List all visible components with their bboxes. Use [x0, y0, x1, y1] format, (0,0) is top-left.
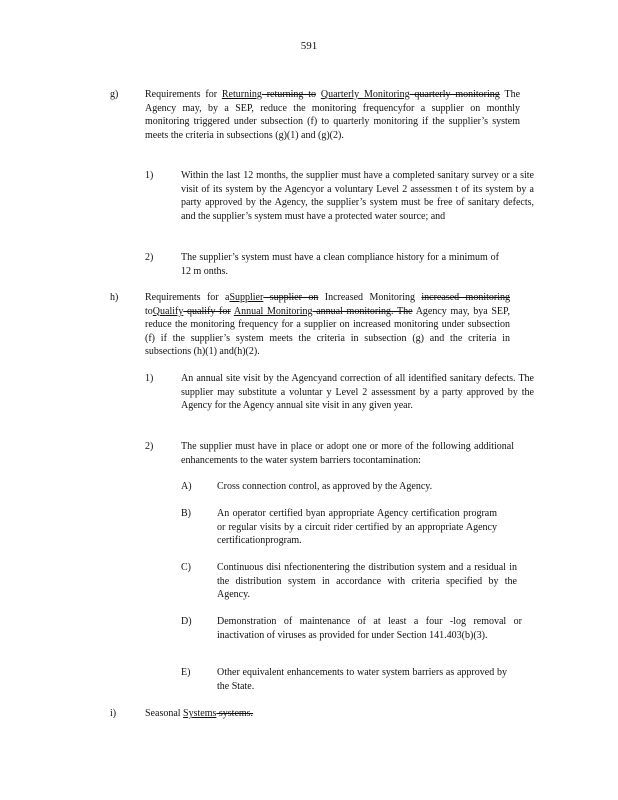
item-g1-text: Within the last 12 months, the supplier must have a completed sanitary survey or a site visit of its system by the Agencyor a voluntary Level 2 assessmen t of its system by a party approved by the Agency, the supplier’s system must be free of sanitary defects, and the supplier’s system must have a protected water source; and: [181, 170, 534, 222]
item-h2-text: The supplier must have in place or adopt one or more of the following additional enhancements to the water system barriers tocontamination:: [181, 441, 514, 466]
subitem-c-text: Continuous disi nfectionentering the distribution system and a residual in the distribution system in accordance with criteria specified by the Agency.: [217, 562, 517, 601]
subitem-c-label: C): [181, 562, 191, 573]
section-i-label: i): [110, 708, 117, 719]
section-h-label: h): [110, 292, 119, 303]
item-h2-label: 2): [145, 441, 154, 452]
item-g2-label: 2): [145, 252, 154, 263]
subitem-e-text: Other equivalent enhancements to water system barriers as approved by the State.: [217, 667, 507, 692]
subitem-b-label: B): [181, 508, 191, 519]
item-g1-label: 1): [145, 170, 154, 181]
section-g-label: g): [110, 89, 119, 100]
subitem-a-text: Cross connection control, as approved by the Agency.: [217, 481, 433, 492]
subitem-e-label: E): [181, 667, 191, 678]
section-i-text: Seasonal Systems systems.: [145, 708, 254, 719]
item-h1-label: 1): [145, 373, 154, 384]
subitem-d-label: D): [181, 616, 192, 627]
page-number: 591: [300, 40, 318, 52]
item-h1-text: An annual site visit by the Agencyand correction of all identified sanitary defects. The supplier may substitute a voluntar y Level 2 assessment by a party approved by the Agency for the Agency annual site visit in any given year.: [181, 373, 534, 412]
subitem-b-text: An operator certified byan appropriate Agency certification program or regular visits by a circuit rider certified by an appropriate Agency certificationprogram.: [217, 508, 497, 547]
item-g2-text: The supplier’s system must have a clean compliance history for a minimum of 12 m onths.: [181, 252, 499, 277]
section-g-text: Requirements for Returning returning to Quarterly Monitoring quarterly monitoring The Agency may, by a SEP, reduce the monitoring frequencyfor a supplier on monthly monitoring triggered under subsection (f) to quarterly monitoring if the supplier’s system meets the criteria in subsections (g)(1) and (g)(2).: [145, 89, 521, 141]
section-h-text: Requirements for aSupplier supplier on Increased Monitoring increased monitoring toQualify qualify for Annual Monitoring annual monitoring. The Agency may, bya SEP, reduce the monitoring frequency for a supplier on increased monitoring under subsection (f) if the supplier’s system meets the criteria in subsection (g) and the criteria in subsections (h)(1) and(h)(2).: [145, 292, 510, 358]
subitem-a-label: A): [181, 481, 192, 492]
subitem-d-text: Demonstration of maintenance of at least a four -log removal or inactivation of viruses as provided for under Section 141.403(b)(3).: [217, 616, 522, 641]
